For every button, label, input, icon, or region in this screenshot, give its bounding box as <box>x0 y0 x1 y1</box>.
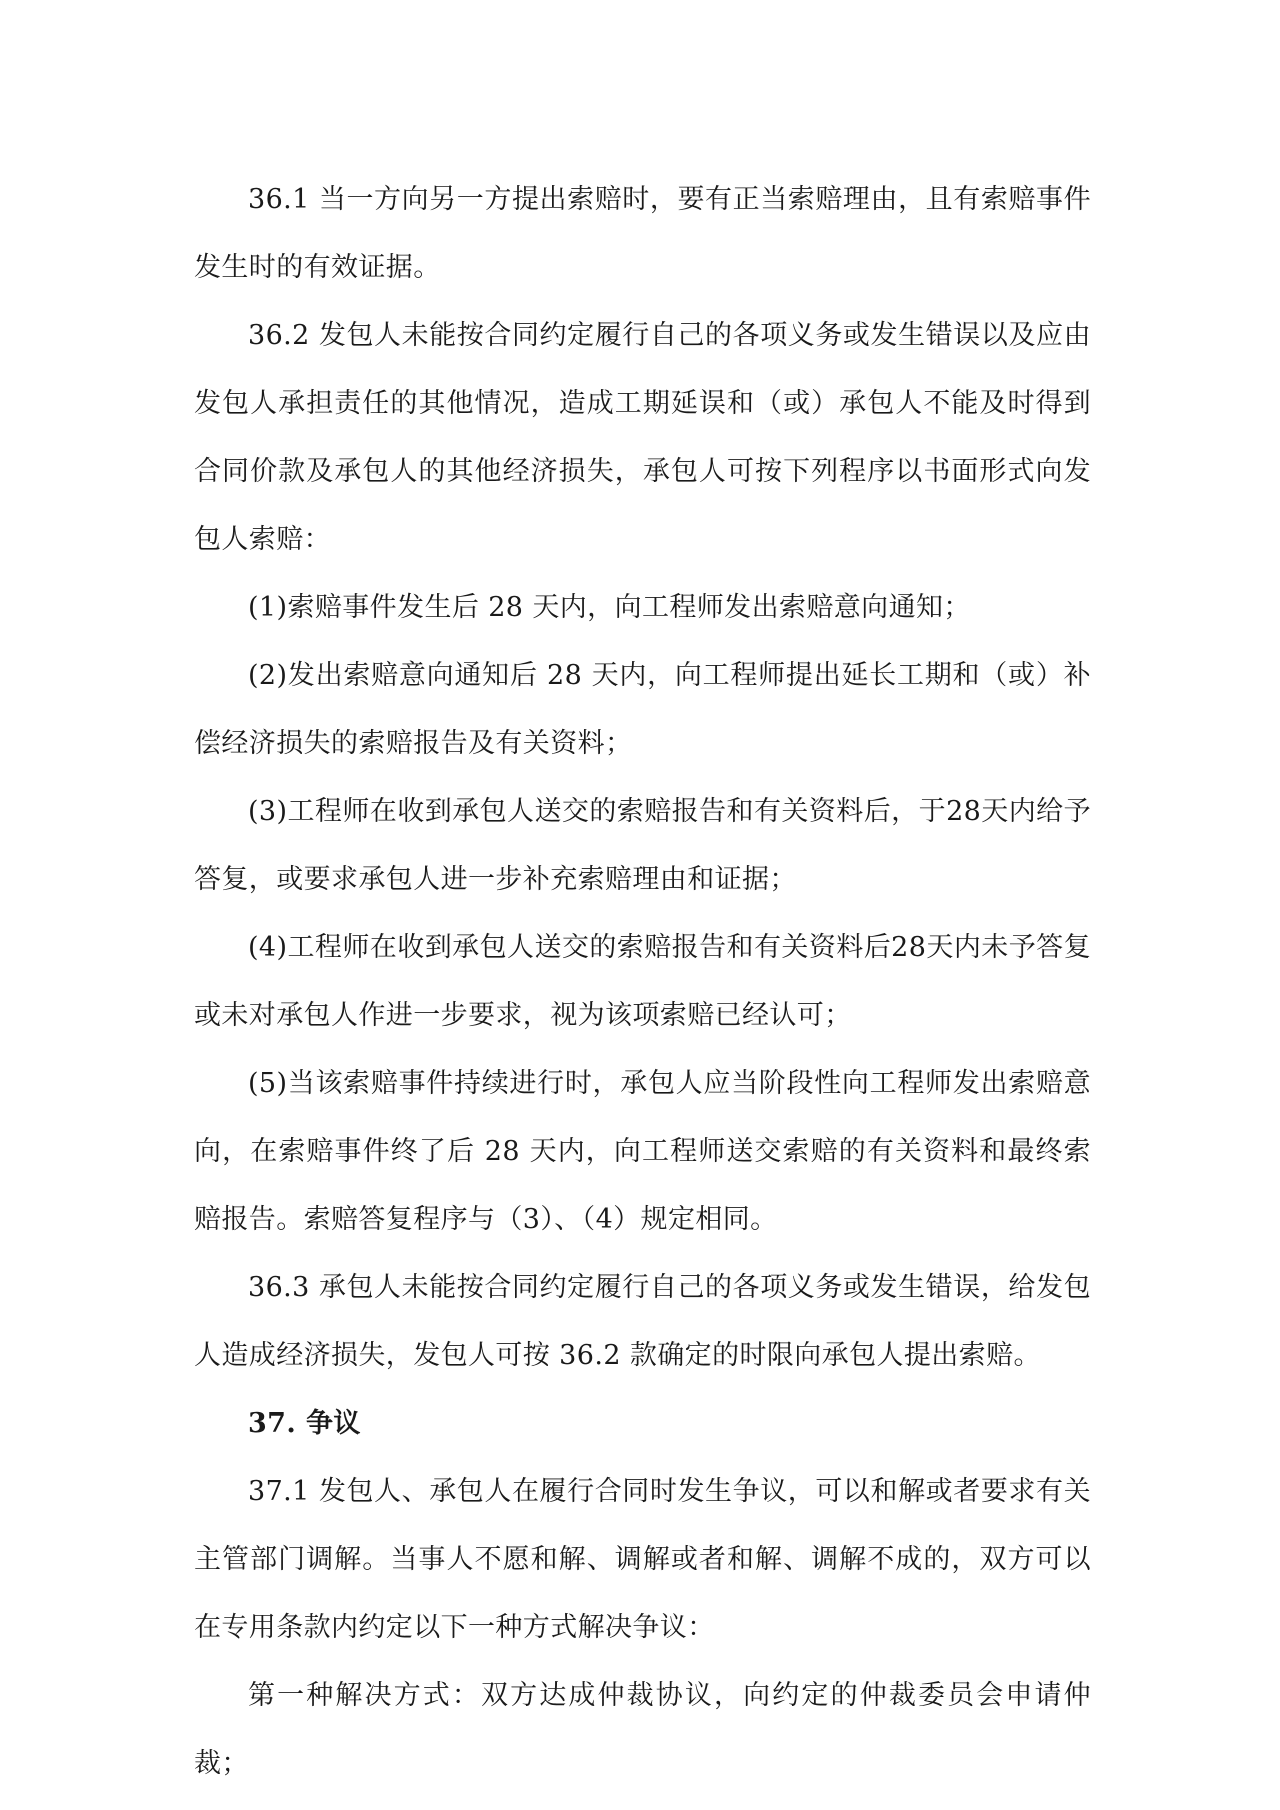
clause-36-1: 36.1 当一方向另一方提出索赔时，要有正当索赔理由，且有索赔事件发生时的有效证据。 <box>194 184 1091 283</box>
clause-36-3: 36.3 承包人未能按合同约定履行自己的各项义务或发生错误，给发包人造成经济损失，发包人可按 36.2 款确定的时限向承包人提出索赔。 <box>194 1272 1091 1371</box>
clause-36-2: 36.2 发包人未能按合同约定履行自己的各项义务或发生错误以及应由发包人承担责任的其他情况，造成工期延误和（或）承包人不能及时得到合同价款及承包人的其他经济损失，承包人可按下列程序以书面形式向发包人索赔： <box>194 320 1091 555</box>
section-heading-37: 37. 争议 <box>248 1408 361 1439</box>
document-body <box>194 166 1091 1798</box>
procedure-item-1: (1)索赔事件发生后 28 天内，向工程师发出索赔意向通知； <box>248 592 971 623</box>
procedure-item-4: (4)工程师在收到承包人送交的索赔报告和有关资料后28天内未予答复或未对承包人作进一步要求，视为该项索赔已经认可； <box>194 932 1091 1031</box>
clause-37-1: 37.1 发包人、承包人在履行合同时发生争议，可以和解或者要求有关主管部门调解。当事人不愿和解、调解或者和解、调解不成的，双方可以在专用条款内约定以下一种方式解决争议： <box>194 1476 1091 1643</box>
procedure-item-3: (3)工程师在收到承包人送交的索赔报告和有关资料后，于28天内给予答复，或要求承包人进一步补充索赔理由和证据； <box>194 796 1091 895</box>
procedure-item-5: (5)当该索赔事件持续进行时，承包人应当阶段性向工程师发出索赔意向，在索赔事件终了后 28 天内，向工程师送交索赔的有关资料和最终索赔报告。索赔答复程序与（3）、（4）规定相同。 <box>194 1068 1091 1235</box>
procedure-item-2: (2)发出索赔意向通知后 28 天内，向工程师提出延长工期和（或）补偿经济损失的索赔报告及有关资料； <box>194 660 1091 759</box>
resolution-method-1: 第一种解决方式：双方达成仲裁协议，向约定的仲裁委员会申请仲裁； <box>194 1680 1091 1779</box>
